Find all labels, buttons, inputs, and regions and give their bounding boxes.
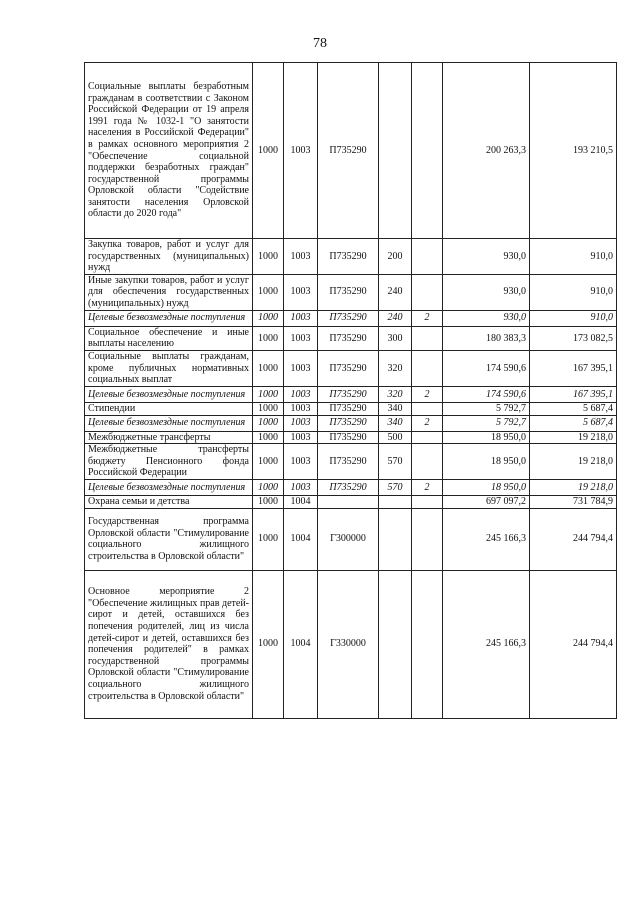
table-row <box>85 508 617 570</box>
expense-type-code <box>379 63 412 239</box>
funding-source-code <box>412 444 443 480</box>
section-code: 1000 <box>253 386 284 402</box>
row-description: Целевые безвозмездные поступления <box>85 415 253 431</box>
section-code: 1000 <box>253 274 284 310</box>
expense-type-code: 320 <box>379 386 412 402</box>
amount-year-1: 245 166,3 <box>443 570 530 718</box>
amount-year-2: 193 210,5 <box>530 63 617 239</box>
funding-source-code <box>412 63 443 239</box>
section-code: 1000 <box>253 310 284 326</box>
expense-type-code <box>379 508 412 570</box>
subsection-code: 1003 <box>284 274 318 310</box>
amount-year-1: 930,0 <box>443 274 530 310</box>
funding-source-code <box>412 496 443 509</box>
target-article-code: П735290 <box>318 431 379 444</box>
row-description: Межбюджетные трансферты бюджету Пенсионного фонда Российской Федерации <box>85 444 253 480</box>
amount-year-2: 244 794,4 <box>530 508 617 570</box>
target-article-code: П735290 <box>318 415 379 431</box>
section-code: 1000 <box>253 63 284 239</box>
funding-source-code: 2 <box>412 310 443 326</box>
row-description: Целевые безвозмездные поступления <box>85 310 253 326</box>
amount-year-1: 200 263,3 <box>443 63 530 239</box>
amount-year-2: 910,0 <box>530 239 617 275</box>
expense-type-code: 340 <box>379 402 412 415</box>
target-article-code: П735290 <box>318 274 379 310</box>
section-code: 1000 <box>253 415 284 431</box>
section-code: 1000 <box>253 402 284 415</box>
amount-year-2: 244 794,4 <box>530 570 617 718</box>
amount-year-1: 697 097,2 <box>443 496 530 509</box>
section-code: 1000 <box>253 496 284 509</box>
funding-source-code <box>412 326 443 350</box>
amount-year-2: 19 218,0 <box>530 480 617 496</box>
expense-type-code: 340 <box>379 415 412 431</box>
amount-year-1: 930,0 <box>443 310 530 326</box>
funding-source-code <box>412 431 443 444</box>
amount-year-2: 173 082,5 <box>530 326 617 350</box>
expense-type-code: 300 <box>379 326 412 350</box>
target-article-code: Г330000 <box>318 570 379 718</box>
target-article-code: П735290 <box>318 63 379 239</box>
subsection-code: 1003 <box>284 350 318 386</box>
row-description: Охрана семьи и детства <box>85 496 253 509</box>
table-row <box>85 239 617 275</box>
subsection-code: 1003 <box>284 326 318 350</box>
expense-type-code: 500 <box>379 431 412 444</box>
funding-source-code <box>412 570 443 718</box>
table-row <box>85 570 617 718</box>
funding-source-code <box>412 508 443 570</box>
row-description: Социальные выплаты безработным гражданам в соответствии с Законом Российской Федерации от 19 апреля 1991 года № 1032-1 "О занятости населения в Российской Федерации" в рамках основного мероприятия 2 "Обеспечение социальной поддержки безработных граждан" государственной программы Орловской области "Содействие занятости населения Орловской области до 2020 года" <box>85 63 253 239</box>
target-article-code: П735290 <box>318 402 379 415</box>
amount-year-1: 245 166,3 <box>443 508 530 570</box>
funding-source-code <box>412 350 443 386</box>
table-row <box>85 431 617 444</box>
page-number: 78 <box>313 36 327 51</box>
amount-year-2: 731 784,9 <box>530 496 617 509</box>
subsection-code: 1003 <box>284 63 318 239</box>
subsection-code: 1003 <box>284 402 318 415</box>
amount-year-2: 19 218,0 <box>530 431 617 444</box>
expense-type-code: 570 <box>379 480 412 496</box>
amount-year-1: 5 792,7 <box>443 415 530 431</box>
amount-year-2: 19 218,0 <box>530 444 617 480</box>
amount-year-1: 5 792,7 <box>443 402 530 415</box>
amount-year-2: 167 395,1 <box>530 350 617 386</box>
section-code: 1000 <box>253 239 284 275</box>
row-description: Целевые безвозмездные поступления <box>85 480 253 496</box>
expense-type-code: 320 <box>379 350 412 386</box>
subsection-code: 1004 <box>284 496 318 509</box>
funding-source-code <box>412 274 443 310</box>
table-row <box>85 402 617 415</box>
funding-source-code: 2 <box>412 386 443 402</box>
target-article-code <box>318 496 379 509</box>
row-description: Иные закупки товаров, работ и услуг для обеспечения государственных (муниципальных) нужд <box>85 274 253 310</box>
funding-source-code: 2 <box>412 480 443 496</box>
funding-source-code <box>412 402 443 415</box>
expense-type-code: 240 <box>379 274 412 310</box>
table-row <box>85 386 617 402</box>
budget-table <box>84 62 617 719</box>
subsection-code: 1003 <box>284 310 318 326</box>
amount-year-1: 18 950,0 <box>443 431 530 444</box>
section-code: 1000 <box>253 350 284 386</box>
section-code: 1000 <box>253 508 284 570</box>
expense-type-code: 570 <box>379 444 412 480</box>
subsection-code: 1003 <box>284 239 318 275</box>
amount-year-2: 5 687,4 <box>530 415 617 431</box>
amount-year-1: 18 950,0 <box>443 480 530 496</box>
row-description: Целевые безвозмездные поступления <box>85 386 253 402</box>
row-description: Закупка товаров, работ и услуг для государственных (муниципальных) нужд <box>85 239 253 275</box>
expense-type-code: 200 <box>379 239 412 275</box>
amount-year-1: 180 383,3 <box>443 326 530 350</box>
table-row <box>85 415 617 431</box>
subsection-code: 1003 <box>284 480 318 496</box>
table-row <box>85 310 617 326</box>
amount-year-2: 5 687,4 <box>530 402 617 415</box>
table-row <box>85 480 617 496</box>
target-article-code: П735290 <box>318 386 379 402</box>
section-code: 1000 <box>253 326 284 350</box>
subsection-code: 1003 <box>284 415 318 431</box>
funding-source-code: 2 <box>412 415 443 431</box>
table-row <box>85 444 617 480</box>
table-row <box>85 326 617 350</box>
target-article-code: П735290 <box>318 444 379 480</box>
target-article-code: П735290 <box>318 310 379 326</box>
row-description: Межбюджетные трансферты <box>85 431 253 444</box>
row-description: Социальное обеспечение и иные выплаты населению <box>85 326 253 350</box>
table-row <box>85 350 617 386</box>
expense-type-code <box>379 496 412 509</box>
subsection-code: 1003 <box>284 431 318 444</box>
subsection-code: 1004 <box>284 570 318 718</box>
target-article-code: П735290 <box>318 326 379 350</box>
row-description: Основное мероприятие 2 "Обеспечение жилищных прав детей-сирот и детей, оставшихся без попечения родителей, лиц из числа детей-сирот и детей, оставшихся без попечения родителей" в рамках государственной программы Орловской области "Стимулирование социального жилищного строительства в Орловской области" <box>85 570 253 718</box>
amount-year-2: 910,0 <box>530 274 617 310</box>
section-code: 1000 <box>253 444 284 480</box>
amount-year-1: 174 590,6 <box>443 350 530 386</box>
section-code: 1000 <box>253 431 284 444</box>
subsection-code: 1003 <box>284 386 318 402</box>
row-description: Государственная программа Орловской области "Стимулирование социального жилищного строительства в Орловской области" <box>85 508 253 570</box>
funding-source-code <box>412 239 443 275</box>
expense-type-code <box>379 570 412 718</box>
section-code: 1000 <box>253 480 284 496</box>
target-article-code: П735290 <box>318 239 379 275</box>
table-body <box>85 63 617 719</box>
target-article-code: П735290 <box>318 480 379 496</box>
row-description: Стипендии <box>85 402 253 415</box>
row-description: Социальные выплаты гражданам, кроме публичных нормативных социальных выплат <box>85 350 253 386</box>
amount-year-1: 930,0 <box>443 239 530 275</box>
amount-year-2: 910,0 <box>530 310 617 326</box>
table-row <box>85 496 617 509</box>
amount-year-1: 18 950,0 <box>443 444 530 480</box>
subsection-code: 1003 <box>284 444 318 480</box>
amount-year-1: 174 590,6 <box>443 386 530 402</box>
section-code: 1000 <box>253 570 284 718</box>
table-row <box>85 274 617 310</box>
amount-year-2: 167 395,1 <box>530 386 617 402</box>
target-article-code: Г300000 <box>318 508 379 570</box>
target-article-code: П735290 <box>318 350 379 386</box>
table-row <box>85 63 617 239</box>
subsection-code: 1004 <box>284 508 318 570</box>
expense-type-code: 240 <box>379 310 412 326</box>
